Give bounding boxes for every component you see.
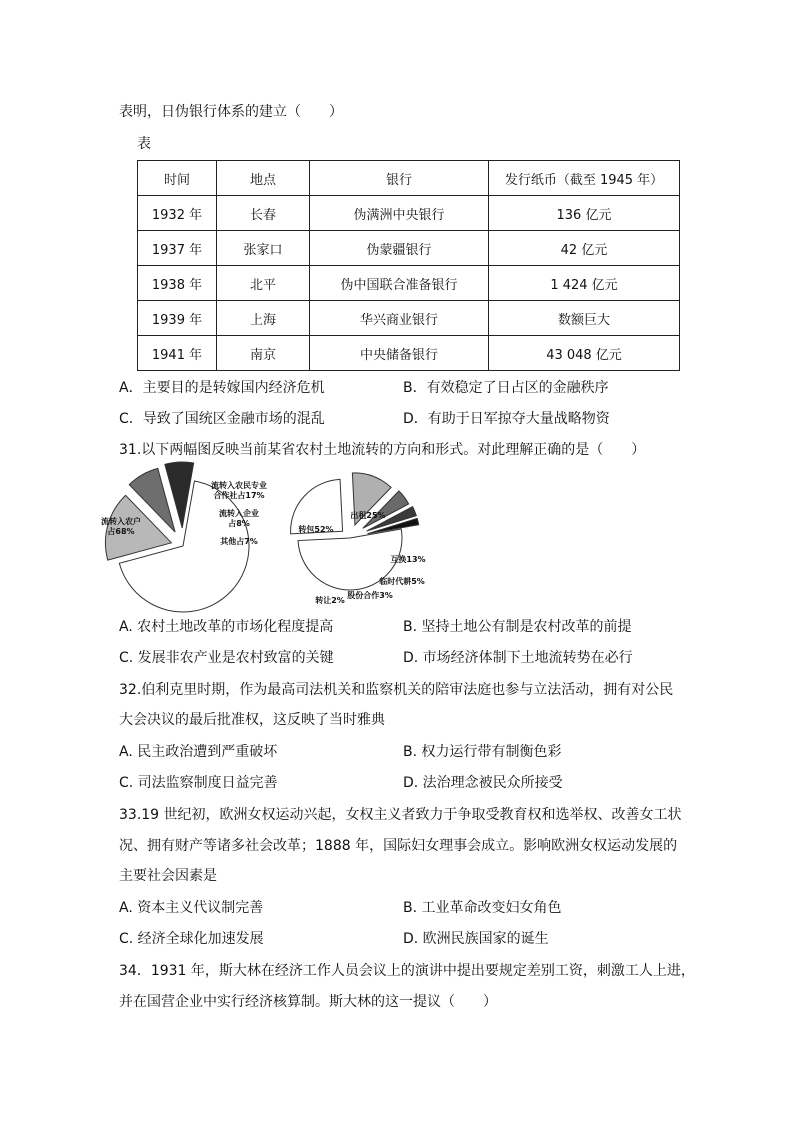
q31-option-c: C. 发展非农产业是农村致富的关键	[119, 650, 334, 666]
pie-label: 流转入企业占8%	[219, 509, 259, 528]
table-cell: 43 048 亿元	[489, 336, 680, 371]
table-cell: 42 亿元	[489, 231, 680, 266]
pie-label: 临时代耕5%	[379, 577, 425, 586]
table-row	[138, 196, 680, 231]
q30-option-a: A．主要目的是转嫁国内经济危机	[119, 380, 325, 396]
table-row	[138, 266, 680, 301]
table-cell: 华兴商业银行	[310, 301, 489, 336]
q31-option-d: D. 市场经济体制下土地流转势在必行	[403, 650, 633, 666]
q33-option-c: C. 经济全球化加速发展	[119, 931, 264, 947]
paper-money-table	[137, 160, 680, 371]
land-transfer-direction-pie	[101, 466, 305, 614]
table-header: 地点	[217, 161, 310, 196]
q30-stem: 表明，日伪银行体系的建立（ ）	[119, 104, 343, 120]
table-cell: 南京	[217, 336, 310, 371]
table-header-row	[138, 161, 680, 196]
q34-stem-line2: 并在国营企业中实行经济核算制。斯大林的这一提议（ ）	[119, 994, 497, 1010]
table-cell: 1939 年	[138, 301, 217, 336]
table-cell: 上海	[217, 301, 310, 336]
land-transfer-form-pie	[296, 466, 471, 614]
q32-option-a: A. 民主政治遭到严重破坏	[119, 744, 278, 760]
q33-stem-line1: 33.19 世纪初，欧洲女权运动兴起，女权主义者致力于争取受教育权和选举权、改善女工状	[119, 807, 682, 823]
table-cell: 1 424 亿元	[489, 266, 680, 301]
table-row	[138, 336, 680, 371]
table-cell: 伪中国联合准备银行	[310, 266, 489, 301]
pie-label: 流转入农民专业合作社占17%	[211, 481, 267, 500]
table-row	[138, 231, 680, 266]
pie-label: 转包52%	[298, 525, 334, 534]
table-header: 银行	[310, 161, 489, 196]
table-caption: 表	[137, 136, 151, 152]
pie-label: 其他占7%	[220, 537, 258, 546]
q30-option-c: C．导致了国统区金融市场的混乱	[119, 411, 325, 427]
pie-label: 股份合作3%	[347, 591, 393, 600]
q32-stem-line1: 32.伯利克里时期，作为最高司法机关和监察机关的陪审法庭也参与立法活动，拥有对公民	[119, 682, 674, 698]
table-cell: 北平	[217, 266, 310, 301]
table-cell: 数额巨大	[489, 301, 680, 336]
table-header: 时间	[138, 161, 217, 196]
table-cell: 1932 年	[138, 196, 217, 231]
pie-label: 转让2%	[315, 596, 345, 605]
table-cell: 136 亿元	[489, 196, 680, 231]
table-cell: 1938 年	[138, 266, 217, 301]
q32-stem-line2: 大会决议的最后批准权，这反映了当时雅典	[119, 712, 385, 728]
q34-stem-line1: 34．1931 年，斯大林在经济工作人员会议上的演讲中提出要规定差别工资，刺激工人上进，	[119, 963, 695, 979]
q33-option-b: B. 工业革命改变妇女角色	[403, 900, 562, 916]
q32-option-d: D. 法治理念被民众所接受	[403, 775, 563, 791]
table-cell: 1937 年	[138, 231, 217, 266]
table-cell: 长春	[217, 196, 310, 231]
table-cell: 中央储备银行	[310, 336, 489, 371]
q33-option-d: D. 欧洲民族国家的诞生	[403, 931, 549, 947]
q33-stem-line2: 况、拥有财产等诸多社会改革；1888 年，国际妇女理事会成立。影响欧洲女权运动发展的	[119, 838, 678, 854]
pie-label: 互换13%	[390, 555, 426, 564]
q30-option-d: D．有助于日军掠夺大量战略物资	[403, 411, 610, 427]
q33-stem-line3: 主要社会因素是	[119, 868, 217, 884]
table-cell: 伪满洲中央银行	[310, 196, 489, 231]
table-header: 发行纸币（截至 1945 年）	[489, 161, 680, 196]
table-cell: 张家口	[217, 231, 310, 266]
table-cell: 伪蒙疆银行	[310, 231, 489, 266]
pie-label: 流转入农户占68%	[101, 517, 141, 536]
q32-option-b: B. 权力运行带有制衡色彩	[403, 744, 562, 760]
pie-label: 出租25%	[350, 511, 386, 520]
table-row	[138, 301, 680, 336]
q33-option-a: A. 资本主义代议制完善	[119, 900, 264, 916]
q30-option-b: B．有效稳定了日占区的金融秩序	[403, 380, 609, 396]
q31-option-a: A. 农村土地改革的市场化程度提高	[119, 619, 334, 635]
q31-stem: 31.以下两幅图反映当前某省农村土地流转的方向和形式。对此理解正确的是（ ）	[119, 442, 646, 458]
q32-option-c: C. 司法监察制度日益完善	[119, 775, 278, 791]
table-cell: 1941 年	[138, 336, 217, 371]
q31-option-b: B. 坚持土地公有制是农村改革的前提	[403, 619, 632, 635]
